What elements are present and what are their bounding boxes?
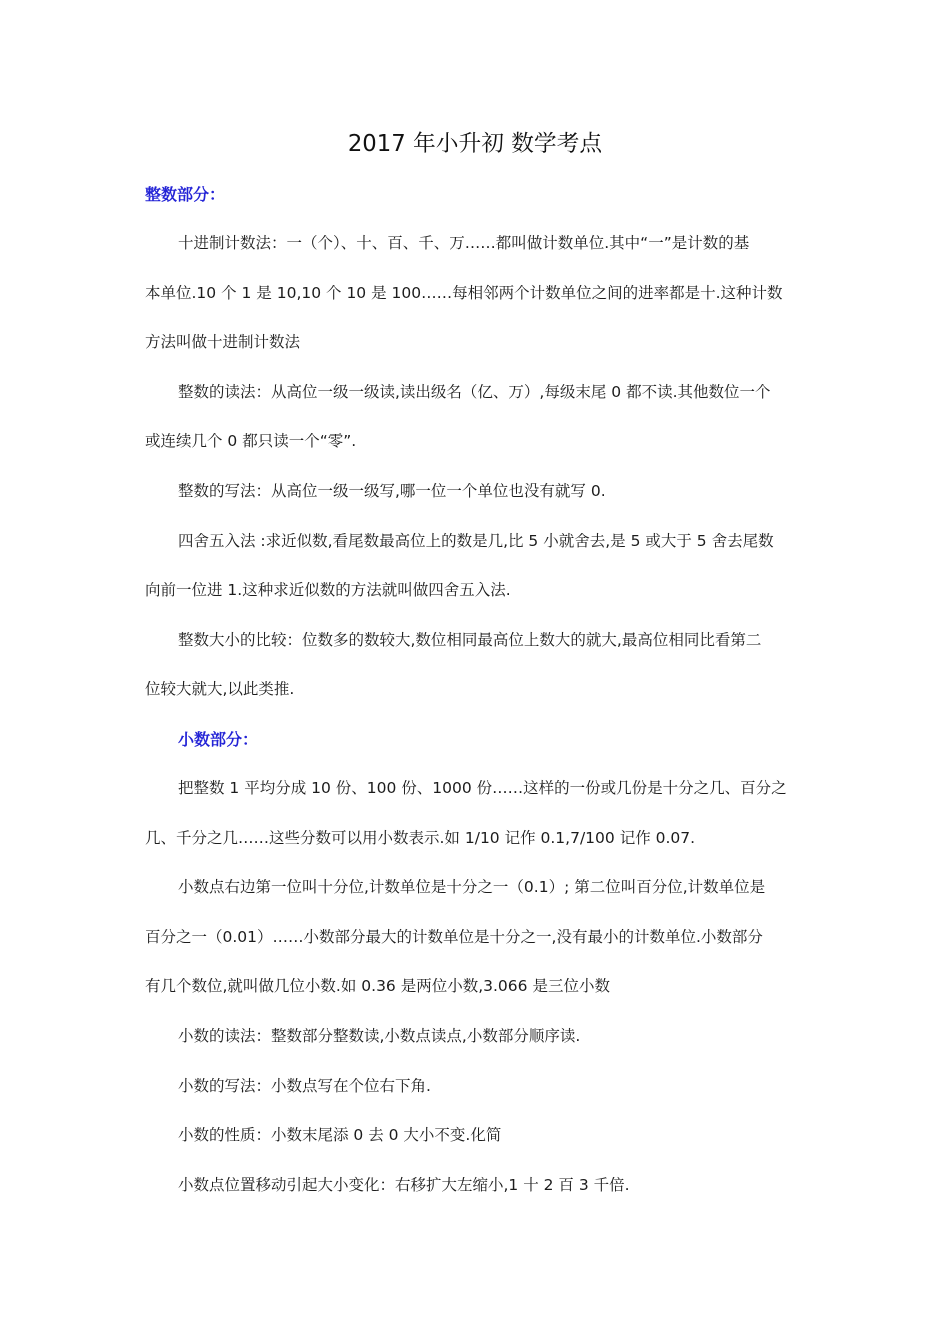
paragraph-line: 整数的写法：从高位一级一级写,哪一位一个单位也没有就写 0. bbox=[178, 482, 606, 500]
paragraph-line: 或连续几个 0 都只读一个“零”. bbox=[145, 432, 357, 450]
paragraph-line: 小数点位置移动引起大小变化：右移扩大左缩小,1 十 2 百 3 千倍. bbox=[178, 1176, 630, 1194]
paragraph-line: 小数的性质：小数末尾添 0 去 0 大小不变.化简 bbox=[178, 1126, 502, 1144]
paragraph-line: 向前一位进 1.这种求近似数的方法就叫做四舍五入法. bbox=[145, 581, 511, 599]
paragraph-line: 十进制计数法：一（个）、十、百、千、万……都叫做计数单位.其中“一”是计数的基 bbox=[178, 234, 750, 252]
paragraph-line: 百分之一（0.01）……小数部分最大的计数单位是十分之一,没有最小的计数单位.小数部分 bbox=[145, 928, 763, 946]
paragraph-line: 整数的读法：从高位一级一级读,读出级名（亿、万）,每级末尾 0 都不读.其他数位一个 bbox=[178, 383, 771, 401]
document-title: 2017 年小升初 数学考点 bbox=[347, 131, 603, 157]
paragraph-line: 四舍五入法 :求近似数,看尾数最高位上的数是几,比 5 小就舍去,是 5 或大于 5 舍去尾数 bbox=[178, 532, 774, 550]
paragraph-line: 把整数 1 平均分成 10 份、100 份、1000 份……这样的一份或几份是十分之几、百分之 bbox=[178, 779, 787, 797]
paragraph-line: 几、千分之几……这些分数可以用小数表示.如 1/10 记作 0.1,7/100 记作 0.07. bbox=[145, 829, 696, 847]
paragraph-line: 整数大小的比较：位数多的数较大,数位相同最高位上数大的就大,最高位相同比看第二 bbox=[178, 631, 762, 649]
paragraph-line: 小数的写法：小数点写在个位右下角. bbox=[178, 1077, 431, 1095]
paragraph-line: 小数的读法：整数部分整数读,小数点读点,小数部分顺序读. bbox=[178, 1027, 581, 1045]
paragraph-line: 方法叫做十进制计数法 bbox=[145, 333, 301, 351]
section-heading-decimals: 小数部分： bbox=[178, 730, 259, 749]
paragraph-line: 位较大就大,以此类推. bbox=[145, 680, 295, 698]
paragraph-line: 有几个数位,就叫做几位小数.如 0.36 是两位小数,3.066 是三位小数 bbox=[145, 977, 610, 995]
paragraph-line: 小数点右边第一位叫十分位,计数单位是十分之一（0.1）; 第二位叫百分位,计数单位是 bbox=[178, 878, 766, 896]
paragraph-line: 本单位.10 个 1 是 10,10 个 10 是 100……每相邻两个计数单位之间的进率都是十.这种计数 bbox=[145, 284, 783, 302]
section-heading-integers: 整数部分： bbox=[145, 185, 226, 204]
